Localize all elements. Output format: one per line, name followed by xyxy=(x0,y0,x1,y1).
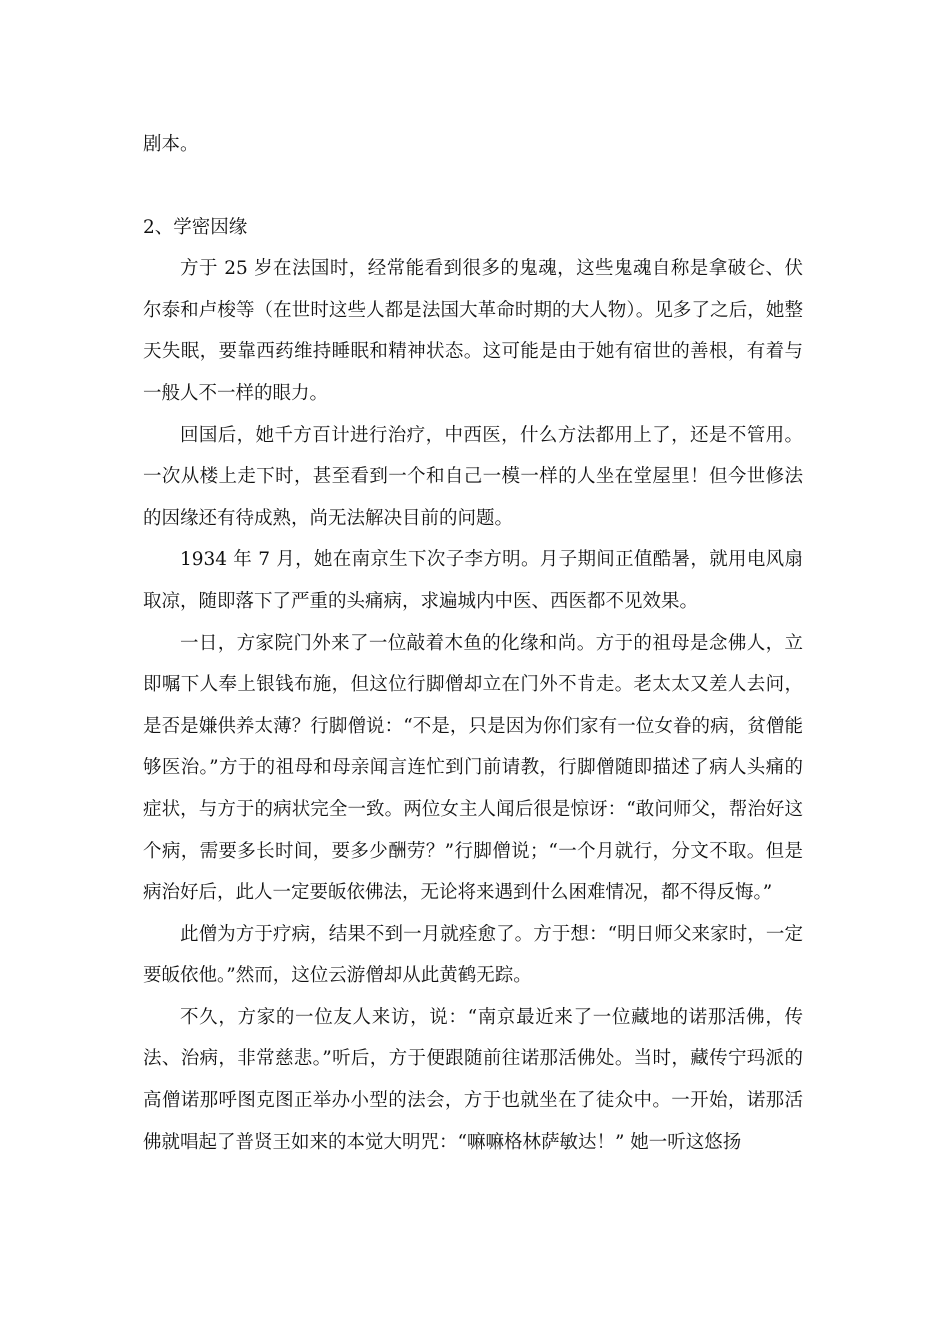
paragraph: 方于 25 岁在法国时，经常能看到很多的鬼魂，这些鬼魂自称是拿破仑、伏尔泰和卢梭等（在世时这些人都是法国大革命时期的大人物）。见多了之后，她整天失眠，要靠西药维持睡眠和精神状态。这可能是由于她有宿世的善根，有着与一般人不一样的眼力。 xyxy=(143,258,803,404)
paragraph: 此僧为方于疗病，结果不到一月就痊愈了。方于想：“明日师父来家时，一定要皈依他。”然而，这位云游僧却从此黄鹤无踪。 xyxy=(143,923,803,987)
section-heading: 2、学密因缘 xyxy=(143,216,248,238)
document-body xyxy=(143,124,803,1163)
fragment-top: 剧本。 xyxy=(143,134,199,155)
paragraph: 一日，方家院门外来了一位敲着木鱼的化缘和尚。方于的祖母是念佛人，立即嘱下人奉上银钱布施，但这位行脚僧却立在门外不肯走。老太太又差人去问，是否是嫌供养太薄？行脚僧说：“不是，只是因为你们家有一位女眷的病，贫僧能够医治。”方于的祖母和母亲闻言连忙到门前请教，行脚僧随即描述了病人头痛的症状，与方于的病状完全一致。两位女主人闻后很是惊讶：“敢问师父，帮治好这个病，需要多长时间，要多少酬劳？”行脚僧说；“一个月就行，分文不取。但是病治好后，此人一定要皈依佛法，无论将来遇到什么困难情况，都不得反悔。” xyxy=(143,632,803,904)
paragraph: 不久，方家的一位友人来访，说：“南京最近来了一位藏地的诺那活佛，传法、治病，非常慈悲。”听后，方于便跟随前往诺那活佛处。当时，藏传宁玛派的高僧诺那呼图克图正举办小型的法会，方于也就坐在了徒众中。一开始，诺那活佛就唱起了普贤王如来的本觉大明咒：“嘛嘛格林萨敏达！” 她一听这悠扬 xyxy=(143,1006,803,1153)
paragraph: 1934 年 7 月，她在南京生下次子李方明。月子期间正值酷暑，就用电风扇取凉，随即落下了严重的头痛病，求遍城内中医、西医都不见效果。 xyxy=(143,549,803,612)
paragraph: 回国后，她千方百计进行治疗，中西医，什么方法都用上了，还是不管用。一次从楼上走下时，甚至看到一个和自己一模一样的人坐在堂屋里！但今世修法的因缘还有待成熟，尚无法解决目前的问题。 xyxy=(143,424,803,529)
